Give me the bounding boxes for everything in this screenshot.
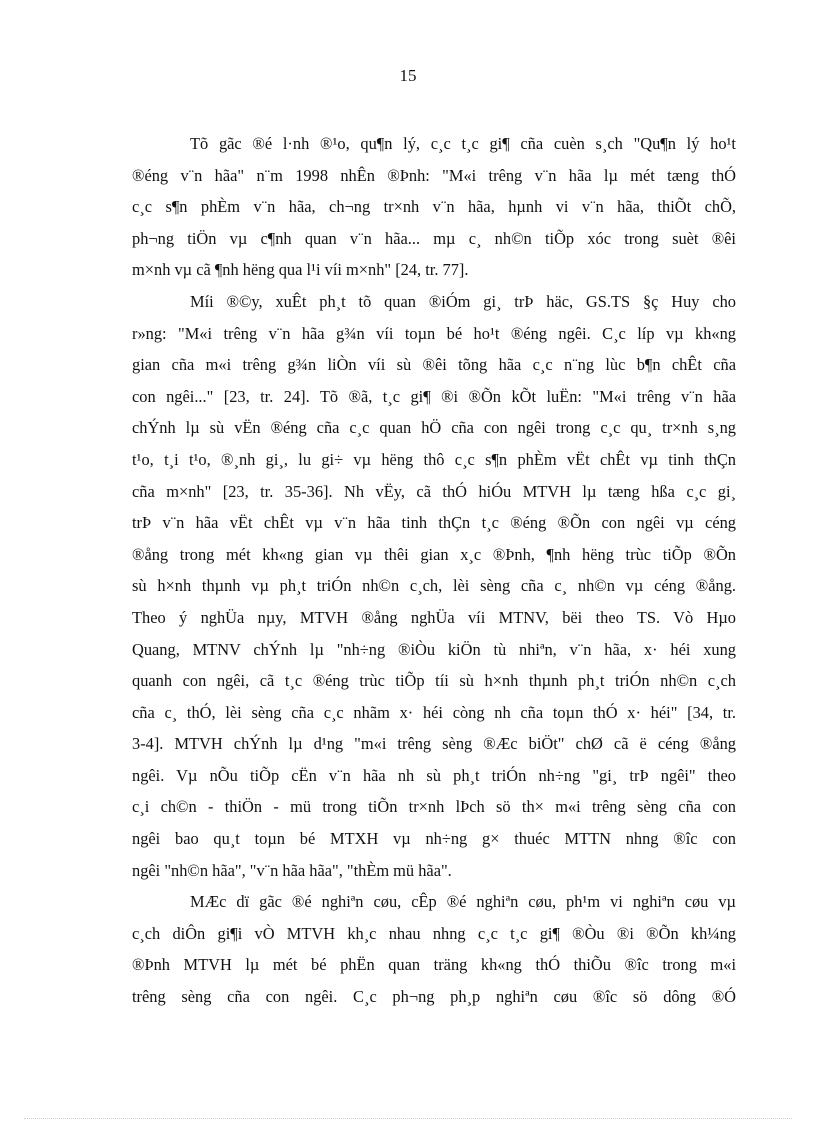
text-line: Tõ gãc ®é l·nh ®¹o, qu¶n lý, c¸c t¸c gi¶ cña cuèn s¸ch "Qu¶n lý ho¹t [190,134,736,153]
text-line: c¸i ch©n - thiÖn - mü trong tiÕn tr×nh lÞch sö th× m«i trêng sèng cña con [132,797,736,817]
text-line: Míi ®©y, xuÊt ph¸t tõ quan ®iÓm gi¸ trÞ häc, GS.TS §ç Huy cho [190,291,736,311]
body-text [132,128,736,1013]
text-line: m×nh vµ cã ¶nh hëng qua l¹i víi m×nh" [24, tr. 77]. [132,260,469,280]
text-line: ®ång trong mét kh«ng gian vµ thêi gian x¸c ®Þnh, ¶nh hëng trùc tiÕp ®Õn [132,544,736,564]
text-line: ngêi. Vµ nÕu tiÕp cËn v¨n hãa nh sù ph¸t triÓn nh÷ng "gi¸ trÞ ngêi" theo [132,765,736,785]
text-line: sù h×nh thµnh vµ ph¸t triÓn nh©n c¸ch, lèi sèng cña c¸ nh©n vµ céng ®ång. [132,576,736,596]
text-line: gian cña m«i trêng g¾n liÒn víi sù ®êi tõng hãa c¸c n¨ng lùc b¶n chÊt cña [132,355,736,375]
text-line: cña m×nh" [23, tr. 35-36]. Nh vËy, cã thÓ hiÓu MTVH lµ tæng hßa c¸c gi¸ [132,481,736,501]
text-line: quanh con ngêi, cã t¸c ®éng trùc tiÕp tíi sù h×nh thµnh ph¸t triÓn nh©n c¸ch [132,671,736,691]
page-number: 15 [399,66,417,85]
text-line: 3-4]. MTVH chÝnh lµ d¹ng "m«i trêng sèng ®Æc biÖt" chØ cã ë céng ®ång [132,734,736,754]
text-line: ngêi bao qu¸t toµn bé MTXH vµ nh÷ng g× thuéc MTTN nhng ®îc con [132,829,736,849]
text-line: cña c¸ thÓ, lèi sèng cña c¸c nhãm x· héi còng nh cña toµn thÓ x· héi" [34, tr. [132,702,736,722]
text-line: trÞ v¨n hãa vËt chÊt vµ v¨n hãa tinh thÇn t¸c ®éng ®Õn con ngêi vµ céng [132,513,736,533]
text-line: ®éng v¨n hãa" n¨m 1998 nhÊn ®Þnh: "M«i trêng v¨n hãa lµ mét tæng thÓ [132,165,736,185]
text-line: ph¬ng tiÖn vµ c¶nh quan v¨n hãa... mµ c¸ nh©n tiÕp xóc trong suèt ®êi [132,228,736,248]
page-bottom-divider [24,1118,792,1119]
text-line: c¸ch diÔn gi¶i vÒ MTVH kh¸c nhau nhng c¸c t¸c gi¶ ®Òu ®i ®Õn kh¼ng [132,923,736,943]
text-line: ngêi "nh©n hãa", "v¨n hãa hãa", "thÈm mü hãa". [132,860,452,880]
text-line: chÝnh lµ sù vËn ®éng cña c¸c quan hÖ cña con ngêi trong c¸c qu¸ tr×nh s¸ng [132,418,736,438]
text-line: MÆc dï gãc ®é nghiªn cøu, cÊp ®é nghiªn cøu, ph¹m vi nghiªn cøu vµ [190,892,736,912]
text-line: r»ng: "M«i trêng v¨n hãa g¾n víi toµn bé ho¹t ®éng ngêi. C¸c líp vµ kh«ng [132,323,736,343]
text-line: c¸c s¶n phÈm v¨n hãa, ch¬ng tr×nh v¨n hãa, hµnh vi v¨n hãa, thiÕt chÕ, [132,197,736,217]
text-line: t¹o, t¸i t¹o, ®¸nh gi¸, lu gi÷ vµ hëng thô c¸c s¶n phÈm vËt chÊt vµ tinh thÇn [132,449,736,469]
paragraph-1 [132,128,736,286]
text-line: trêng sèng cña con ngêi. C¸c ph¬ng ph¸p nghiªn cøu ®îc sö dông ®Ó [132,987,736,1007]
text-line: con ngêi..." [23, tr. 24]. Tõ ®ã, t¸c gi¶ ®i ®Õn kÕt luËn: "M«i trêng v¨n hãa [132,386,736,406]
text-line: Quang, MTNV chÝnh lµ "nh÷ng ®iÒu kiÖn tù nhiªn, v¨n hãa, x· héi xung [132,639,736,659]
text-line: ®Þnh MTVH lµ mét bé phËn quan träng kh«ng thÓ thiÕu ®îc trong m«i [132,955,736,975]
paragraph-2 [132,286,736,886]
text-line: Theo ý nghÜa nµy, MTVH ®ång nghÜa víi MTNV, bëi theo TS. Vò Hµo [132,607,736,627]
paragraph-3 [132,886,736,1012]
